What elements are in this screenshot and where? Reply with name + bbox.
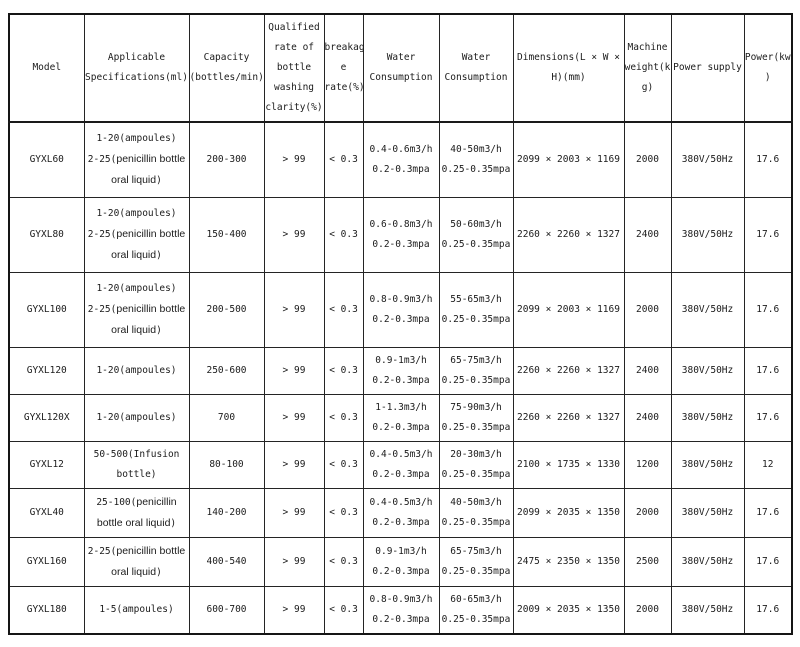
cell-line: 1-20(ampoules) [96,412,177,423]
cell-capacity [189,198,264,273]
cell-line: 50-60m3/h [450,219,502,230]
cell-line: 1-20(ampoules) [96,283,177,294]
cell-qualified-rate [264,442,324,489]
cell-line: 0.2-0.3mpa [372,566,430,577]
cell-machine-weight [624,273,671,348]
cell-capacity [189,273,264,348]
cell-line [85,562,189,583]
text-segment: 2-25( [87,229,117,240]
cell-line: 1-5(ampoules) [99,604,174,615]
cell-machine-weight [624,198,671,273]
cell-line: < 0.3 [329,154,358,165]
cell-line: 0.4-0.6m3/h [369,144,433,155]
cell-line [85,170,189,191]
table-row [9,273,792,348]
cell-line: 0.4-0.5m3/h [369,449,433,460]
cell-line [85,541,189,562]
table-row [9,442,792,489]
cell-line: 17.6 [756,154,780,165]
cell-line: Dimensions(L × W × [517,52,620,63]
cell-line: GYXL160 [26,556,67,567]
cell-line: 200-300 [206,154,247,165]
cell-line: GYXL120 [26,365,67,376]
cell-line: GYXL40 [29,507,64,518]
cell-breakage-rate [324,489,363,538]
cell-line: > 99 [282,459,306,470]
text-segment: ) [156,325,162,336]
cell-power [744,587,792,635]
cell-line: 0.4-0.5m3/h [369,497,433,508]
cell-water-consumption-1 [363,348,439,395]
cell-line: 380V/50Hz [681,365,734,376]
cell-power [744,198,792,273]
cell-line: 380V/50Hz [681,229,734,240]
cell-line: > 99 [282,412,306,423]
table-row [9,348,792,395]
cell-line: 75-90m3/h [450,402,502,413]
cell-line: < 0.3 [329,459,358,470]
cell-applicable-specifications [84,538,189,587]
cell-water-consumption-1 [363,538,439,587]
cell-water-consumption-2 [439,273,513,348]
cell-line: washing [273,82,315,93]
cell-breakage-rate [324,587,363,635]
cell-line: Model [32,62,62,73]
cell-line: > 99 [282,304,306,315]
cell-line: 2000 [636,304,659,315]
col-header-qualified-rate [264,14,324,122]
col-header-model [9,14,84,122]
cell-line [85,224,189,245]
cell-power-supply [671,122,744,198]
text-segment: 25-100( [96,497,137,508]
cell-line: 17.6 [756,556,780,567]
cell-line: 20-30m3/h [450,449,502,460]
cell-model [9,273,84,348]
cell-line: 0.25-0.35mpa [441,314,511,325]
cell-line: bottle [276,62,312,73]
cell-capacity [189,538,264,587]
cell-line: 0.2-0.3mpa [372,614,430,625]
cell-applicable-specifications [84,587,189,635]
cell-line: 0.2-0.3mpa [372,314,430,325]
cell-line: (bottles/min) [189,72,264,83]
col-header-capacity [189,14,264,122]
col-header-power [744,14,792,122]
cell-line: rate(%) [324,82,365,93]
table-row [9,538,792,587]
cell-power-supply [671,198,744,273]
text-segment: oral liquid [111,324,157,336]
cell-line: 2400 [636,365,659,376]
table-body [9,122,792,634]
cell-water-consumption-2 [439,489,513,538]
cell-line: breakag [324,42,365,53]
cell-line: Applicable [107,52,166,63]
cell-qualified-rate [264,538,324,587]
cell-line: Power(kw [744,52,791,63]
cell-capacity [189,395,264,442]
cell-line: 17.6 [756,304,780,315]
cell-line: 60-65m3/h [450,594,502,605]
cell-breakage-rate [324,273,363,348]
cell-line: 2400 [636,412,659,423]
text-segment: ) [156,250,162,261]
cell-dimensions [513,198,624,273]
table-row [9,587,792,635]
cell-line: 0.2-0.3mpa [372,422,430,433]
cell-line: 65-75m3/h [450,355,502,366]
cell-line [85,492,189,513]
cell-qualified-rate [264,273,324,348]
cell-line: GYXL120X [23,412,70,423]
cell-line: 0.2-0.3mpa [372,164,430,175]
cell-line: > 99 [282,229,306,240]
cell-power-supply [671,348,744,395]
cell-line [85,149,189,170]
cell-water-consumption-1 [363,273,439,348]
text-segment: 2-25( [87,304,117,315]
cell-power [744,442,792,489]
text-segment: ) [156,175,162,186]
cell-line: 17.6 [756,412,780,423]
cell-applicable-specifications [84,122,189,198]
cell-line: Capacity [203,52,250,63]
cell-qualified-rate [264,489,324,538]
cell-line: 0.8-0.9m3/h [369,594,433,605]
cell-line: GYXL60 [29,154,64,165]
cell-dimensions [513,442,624,489]
cell-power [744,348,792,395]
cell-line: GYXL100 [26,304,67,315]
cell-qualified-rate [264,395,324,442]
cell-machine-weight [624,442,671,489]
table-row [9,122,792,198]
cell-line: rate of [273,42,315,53]
cell-applicable-specifications [84,198,189,273]
cell-power-supply [671,587,744,635]
text-segment: penicillin [136,496,177,508]
cell-line: Power supply [673,62,742,73]
cell-water-consumption-2 [439,538,513,587]
cell-line: 0.25-0.35mpa [441,239,511,250]
cell-line: 2099 × 2035 × 1350 [517,507,620,518]
cell-line: 2260 × 2260 × 1327 [517,412,620,423]
text-segment: penicillin bottle [116,303,186,315]
cell-line: 1-20(ampoules) [96,365,177,376]
cell-water-consumption-1 [363,489,439,538]
cell-water-consumption-2 [439,442,513,489]
cell-water-consumption-1 [363,442,439,489]
cell-line: 380V/50Hz [681,556,734,567]
cell-line: 380V/50Hz [681,459,734,470]
cell-capacity [189,122,264,198]
text-segment: ) [156,567,162,578]
cell-line: 600-700 [206,604,247,615]
cell-line [85,320,189,341]
cell-water-consumption-2 [439,198,513,273]
cell-line: g) [641,82,654,93]
cell-dimensions [513,538,624,587]
cell-line: < 0.3 [329,304,358,315]
cell-line: 2100 × 1735 × 1330 [517,459,620,470]
cell-line: 2475 × 2350 × 1350 [517,556,620,567]
cell-line: 0.25-0.35mpa [441,375,511,386]
col-header-breakage-rate [324,14,363,122]
cell-line: weight(k [624,62,671,73]
text-segment: bottle oral liquid [96,517,171,529]
cell-line: 50-500(Infusion [93,449,180,460]
cell-line: Consumption [369,72,433,83]
cell-line: 40-50m3/h [450,497,502,508]
cell-line [85,245,189,266]
cell-line: GYXL80 [29,229,64,240]
cell-line: < 0.3 [329,412,358,423]
cell-power [744,489,792,538]
cell-line: Water [386,52,416,63]
cell-line: 2099 × 2003 × 1169 [517,304,620,315]
cell-line: > 99 [282,604,306,615]
text-segment: 2-25( [87,546,117,557]
cell-line: 200-500 [206,304,247,315]
cell-machine-weight [624,489,671,538]
cell-line: 380V/50Hz [681,304,734,315]
cell-power [744,538,792,587]
text-segment: ) [170,518,177,529]
cell-line: < 0.3 [329,556,358,567]
cell-line: 1-20(ampoules) [96,133,177,144]
cell-capacity [189,489,264,538]
cell-line: 0.2-0.3mpa [372,469,430,480]
cell-power-supply [671,273,744,348]
cell-power [744,273,792,348]
cell-water-consumption-1 [363,395,439,442]
cell-line: 2000 [636,507,659,518]
cell-qualified-rate [264,198,324,273]
cell-line: 0.8-0.9m3/h [369,294,433,305]
col-header-machine-weight [624,14,671,122]
cell-line: < 0.3 [329,229,358,240]
cell-model [9,198,84,273]
cell-dimensions [513,122,624,198]
cell-breakage-rate [324,395,363,442]
cell-line: 2099 × 2003 × 1169 [517,154,620,165]
cell-line: ) [764,72,771,83]
cell-line: Machine [627,42,668,53]
spec-table [8,13,793,635]
text-segment: 2-25( [87,154,117,165]
cell-line: H)(mm) [551,72,586,83]
cell-line: 2260 × 2260 × 1327 [517,229,620,240]
cell-model [9,538,84,587]
col-header-applicable-specifications [84,14,189,122]
cell-line: 380V/50Hz [681,507,734,518]
cell-machine-weight [624,122,671,198]
cell-line: 0.25-0.35mpa [441,517,511,528]
cell-power [744,122,792,198]
cell-line: 80-100 [209,459,244,470]
cell-line: 380V/50Hz [681,604,734,615]
cell-model [9,442,84,489]
text-segment: oral liquid [111,566,157,578]
cell-power [744,395,792,442]
cell-line: clarity(%) [265,102,323,113]
cell-line: 0.2-0.3mpa [372,239,430,250]
cell-line: < 0.3 [329,365,358,376]
cell-applicable-specifications [84,348,189,395]
cell-line: 0.25-0.35mpa [441,614,511,625]
cell-model [9,395,84,442]
cell-line: 0.25-0.35mpa [441,422,511,433]
cell-line: 0.25-0.35mpa [441,469,511,480]
cell-line: 65-75m3/h [450,546,502,557]
cell-line: 2500 [636,556,659,567]
cell-breakage-rate [324,122,363,198]
cell-breakage-rate [324,442,363,489]
cell-line: 17.6 [756,229,780,240]
cell-line: 17.6 [756,604,780,615]
table-row [9,198,792,273]
cell-dimensions [513,273,624,348]
cell-power-supply [671,489,744,538]
cell-capacity [189,587,264,635]
cell-model [9,122,84,198]
cell-applicable-specifications [84,395,189,442]
cell-line: > 99 [282,556,306,567]
cell-line: 0.2-0.3mpa [372,517,430,528]
cell-power-supply [671,395,744,442]
cell-breakage-rate [324,348,363,395]
cell-qualified-rate [264,587,324,635]
col-header-dimensions [513,14,624,122]
cell-line: 400-540 [206,556,247,567]
cell-model [9,489,84,538]
cell-line: Consumption [444,72,508,83]
text-segment: oral liquid [111,174,157,186]
cell-capacity [189,348,264,395]
cell-water-consumption-2 [439,587,513,635]
table-row [9,395,792,442]
cell-line: < 0.3 [329,604,358,615]
cell-breakage-rate [324,538,363,587]
cell-line: 2400 [636,229,659,240]
cell-line: < 0.3 [329,507,358,518]
cell-applicable-specifications [84,442,189,489]
cell-line: 700 [217,412,236,423]
cell-dimensions [513,489,624,538]
cell-dimensions [513,348,624,395]
cell-power-supply [671,538,744,587]
cell-line: GYXL12 [29,459,64,470]
cell-line: 250-600 [206,365,247,376]
cell-line: 17.6 [756,365,780,376]
cell-qualified-rate [264,348,324,395]
text-segment: penicillin bottle [116,153,186,165]
cell-machine-weight [624,348,671,395]
cell-line: 1-20(ampoules) [96,208,177,219]
text-segment: penicillin bottle [116,545,186,557]
text-segment: oral liquid [111,249,157,261]
cell-line: 12 [762,459,774,470]
cell-line: GYXL180 [26,604,67,615]
cell-machine-weight [624,587,671,635]
cell-line: e [340,62,347,73]
cell-line: 0.9-1m3/h [375,355,427,366]
table-header [9,14,792,122]
cell-line: 140-200 [206,507,247,518]
cell-line: Qualified [268,22,320,33]
cell-line: Water [461,52,491,63]
cell-water-consumption-2 [439,395,513,442]
cell-line: 0.2-0.3mpa [372,375,430,386]
cell-line [85,513,189,534]
cell-line [85,299,189,320]
col-header-water-consumption-1 [363,14,439,122]
cell-water-consumption-2 [439,348,513,395]
cell-breakage-rate [324,198,363,273]
col-header-power-supply [671,14,744,122]
cell-line: 2009 × 2035 × 1350 [517,604,620,615]
cell-line: Specifications(ml) [85,72,188,83]
text-segment: penicillin bottle [116,228,186,240]
cell-line: 0.6-0.8m3/h [369,219,433,230]
cell-line: 1200 [636,459,659,470]
cell-line: 0.25-0.35mpa [441,566,511,577]
cell-line: 380V/50Hz [681,412,734,423]
cell-water-consumption-2 [439,122,513,198]
cell-line: > 99 [282,365,306,376]
cell-line: 150-400 [206,229,247,240]
cell-line: > 99 [282,507,306,518]
cell-line: 380V/50Hz [681,154,734,165]
cell-line: 0.9-1m3/h [375,546,427,557]
cell-applicable-specifications [84,489,189,538]
cell-machine-weight [624,395,671,442]
cell-line: 0.25-0.35mpa [441,164,511,175]
cell-qualified-rate [264,122,324,198]
cell-line: 2000 [636,154,659,165]
cell-model [9,348,84,395]
header-row [9,14,792,122]
cell-line: 17.6 [756,507,780,518]
table-row [9,489,792,538]
cell-model [9,587,84,635]
cell-line: 1-1.3m3/h [375,402,427,413]
cell-dimensions [513,395,624,442]
cell-water-consumption-1 [363,587,439,635]
cell-dimensions [513,587,624,635]
cell-line: > 99 [282,154,306,165]
cell-line: 2000 [636,604,659,615]
col-header-water-consumption-2 [439,14,513,122]
cell-machine-weight [624,538,671,587]
cell-line: 40-50m3/h [450,144,502,155]
cell-capacity [189,442,264,489]
cell-power-supply [671,442,744,489]
cell-line: bottle) [116,469,157,480]
cell-applicable-specifications [84,273,189,348]
cell-water-consumption-1 [363,198,439,273]
cell-line: 55-65m3/h [450,294,502,305]
cell-water-consumption-1 [363,122,439,198]
cell-line: 2260 × 2260 × 1327 [517,365,620,376]
